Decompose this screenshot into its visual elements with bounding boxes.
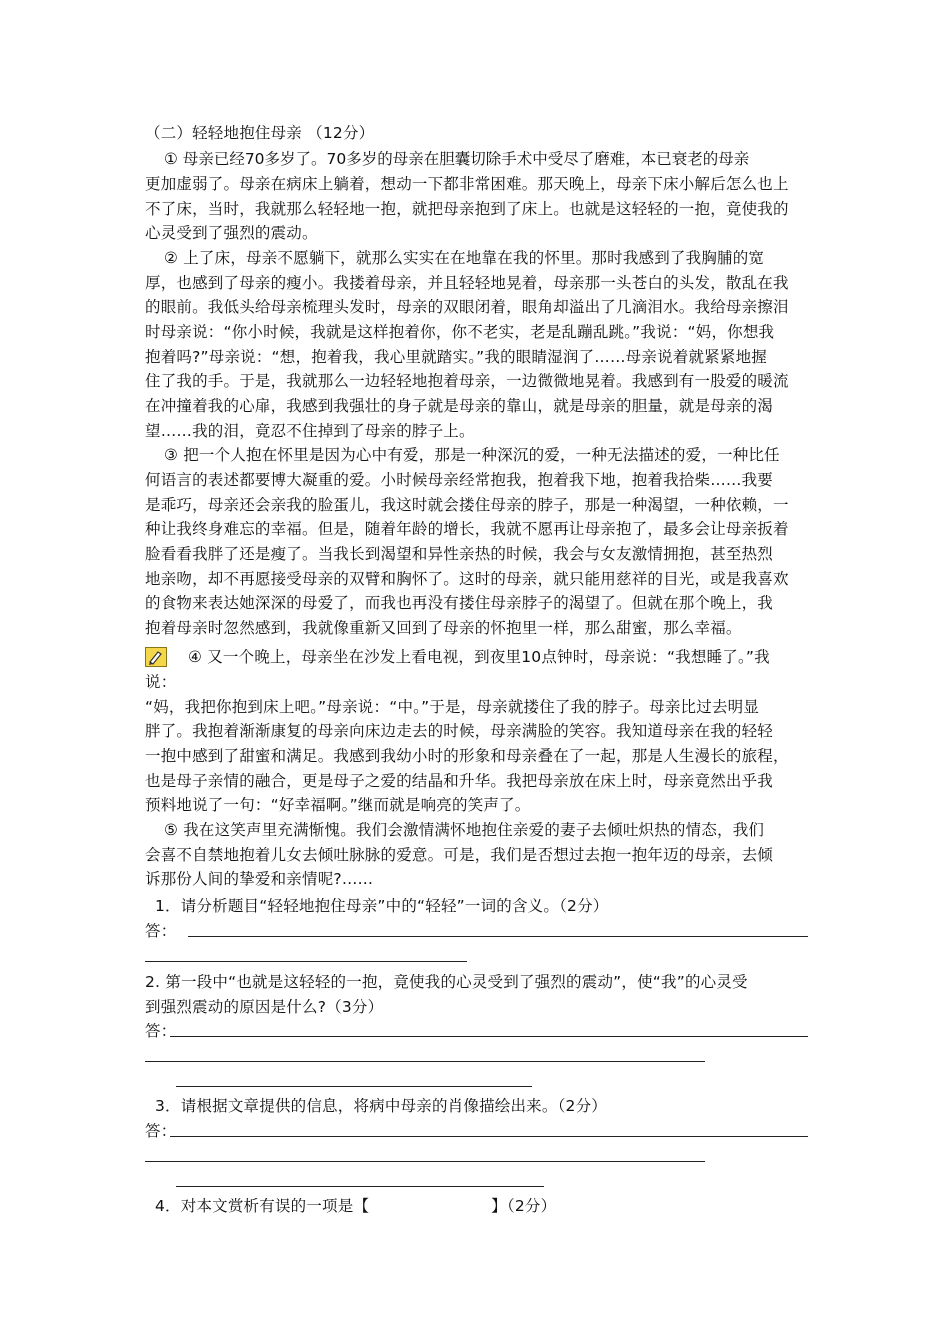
text-line: 住了我的手。于是，我就那么一边轻轻地抱着母亲，一边微微地晃着。我感到有一股爱的暖流 — [145, 372, 789, 390]
text-line: 何语言的表述都要博大凝重的爱。小时候母亲经常抱我，抱着我下地，抱着我拾柴……我要 — [145, 471, 774, 489]
text-line: ⑤ 我在这笑声里充满惭愧。我们会激情满怀地抱住亲爱的妻子去倾吐炽热的情态，我们 — [164, 821, 765, 839]
text-line: 胖了。我抱着渐渐康复的母亲向床边走去的时候，母亲满脸的笑容。我知道母亲在我的轻轻 — [145, 722, 774, 740]
text-line: 会喜不自禁地抱着儿女去倾吐脉脉的爱意。可是，我们是否想过去抱一抱年迈的母亲，去倾 — [145, 846, 774, 864]
answer-line[interactable] — [176, 1186, 544, 1187]
text-line: 厚，也感到了母亲的瘦小。我搂着母亲，并且轻轻地晃着，母亲那一头苍白的头发，散乱在我 — [145, 274, 789, 292]
answer-line[interactable] — [188, 936, 808, 937]
question-text: 到强烈震动的原因是什么?（3分） — [145, 998, 384, 1016]
question-text: 2. 第一段中“也就是这轻轻的一抱，竟使我的心灵受到了强烈的震动”，使“我”的心灵受 — [145, 973, 748, 991]
text-line: 诉那份人间的挚爱和亲情呢?…… — [145, 870, 374, 888]
question-4 — [155, 1194, 556, 1218]
text-line: 是乖巧，母亲还会亲我的脸蛋儿，我这时就会搂住母亲的脖子，那是一种渴望，一种依赖，一 — [145, 496, 789, 514]
text-line: 不了床，当时，我就那么轻轻地一抱，就把母亲抱到了床上。也就是这轻轻的一抱，竟使我的 — [145, 200, 789, 218]
text-line: 更加虚弱了。母亲在病床上躺着，想动一下都非常困难。那天晚上，母亲下床小解后怎么也上 — [145, 175, 789, 193]
text-line: 种让我终身难忘的幸福。但是，随着年龄的增长，我就不愿再让母亲抱了，最多会让母亲扳着 — [145, 520, 789, 538]
answer-line[interactable] — [145, 961, 467, 962]
edit-note-icon[interactable] — [145, 647, 167, 667]
text-line: 在冲撞着我的心扉，我感到我强壮的身子就是母亲的靠山，就是母亲的胆量，就是母亲的渴 — [145, 397, 774, 415]
answer-label: 答： — [145, 1122, 177, 1140]
text-line: 抱着吗?”母亲说：“想，抱着我，我心里就踏实。”我的眼睛湿润了……母亲说着就紧紧地握 — [145, 348, 767, 366]
answer-line[interactable] — [176, 1086, 532, 1087]
text-line: 也是母子亲情的融合，更是母子之爱的结晶和升华。我把母亲放在床上时，母亲竟然出乎我 — [145, 772, 774, 790]
question-text: 3．请根据文章提供的信息，将病中母亲的肖像描绘出来。（2分） — [155, 1097, 607, 1115]
text-line: ④ 又一个晚上，母亲坐在沙发上看电视，到夜里10点钟时，母亲说：“我想睡了。”我 — [188, 648, 770, 666]
text-line: ① 母亲已经70多岁了。70多岁的母亲在胆囊切除手术中受尽了磨难，本已衰老的母亲 — [164, 150, 750, 168]
answer-line[interactable] — [145, 1061, 705, 1062]
answer-line[interactable] — [170, 1036, 808, 1037]
text-line: ② 上了床，母亲不愿躺下，就那么实实在在地靠在我的怀里。那时我感到了我胸脯的宽 — [164, 249, 765, 267]
question-text: 1．请分析题目“轻轻地抱住母亲”中的“轻轻”一词的含义。（2分） — [155, 897, 609, 915]
answer-label: 答： — [145, 922, 177, 940]
text-line: 时母亲说：“你小时候，我就是这样抱着你，你不老实，老是乱蹦乱跳。”我说：“妈，你想我 — [145, 323, 775, 341]
text-line: 的食物来表达她深深的母爱了，而我也再没有搂住母亲脖子的渴望了。但就在那个晚上，我 — [145, 594, 774, 612]
text-line: 望……我的泪，竟忍不住掉到了母亲的脖子上。 — [145, 422, 475, 440]
text-line: 预料地说了一句：“好幸福啊。”继而就是响亮的笑声了。 — [145, 796, 531, 814]
text-line: 心灵受到了强烈的震动。 — [145, 224, 318, 242]
answer-label: 答： — [145, 1022, 177, 1040]
text-line: 地亲吻，却不再愿接受母亲的双臂和胸怀了。这时的母亲，就只能用慈祥的目光，或是我喜欢 — [145, 570, 789, 588]
text-line: 脸看看我胖了还是瘦了。当我长到渴望和异性亲热的时候，我会与女友激情拥抱，甚至热烈 — [145, 545, 774, 563]
text-line: “妈，我把你抱到床上吧。”母亲说：“中。”于是，母亲就搂住了我的脖子。母亲比过去明显 — [145, 698, 760, 716]
answer-line[interactable] — [170, 1136, 808, 1137]
text-line: 一抱中感到了甜蜜和满足。我感到我幼小时的形象和母亲叠在了一起，那是人生漫长的旅程， — [145, 747, 789, 765]
question-points: 】（2分） — [491, 1197, 557, 1215]
answer-line[interactable] — [145, 1161, 705, 1162]
text-line: 说： — [145, 673, 177, 691]
text-line: ③ 把一个人抱在怀里是因为心中有爱，那是一种深沉的爱，一种无法描述的爱，一种比任 — [164, 446, 780, 464]
question-text: 4．对本文赏析有误的一项是【 — [155, 1197, 370, 1215]
text-line: 的眼前。我低头给母亲梳理头发时，母亲的双眼闭着，眼角却溢出了几滴泪水。我给母亲擦泪 — [145, 298, 789, 316]
text-line: 抱着母亲时忽然感到，我就像重新又回到了母亲的怀抱里一样，那么甜蜜，那么幸福。 — [145, 619, 742, 637]
section-title: （二）轻轻地抱住母亲 （12分） — [145, 124, 375, 142]
